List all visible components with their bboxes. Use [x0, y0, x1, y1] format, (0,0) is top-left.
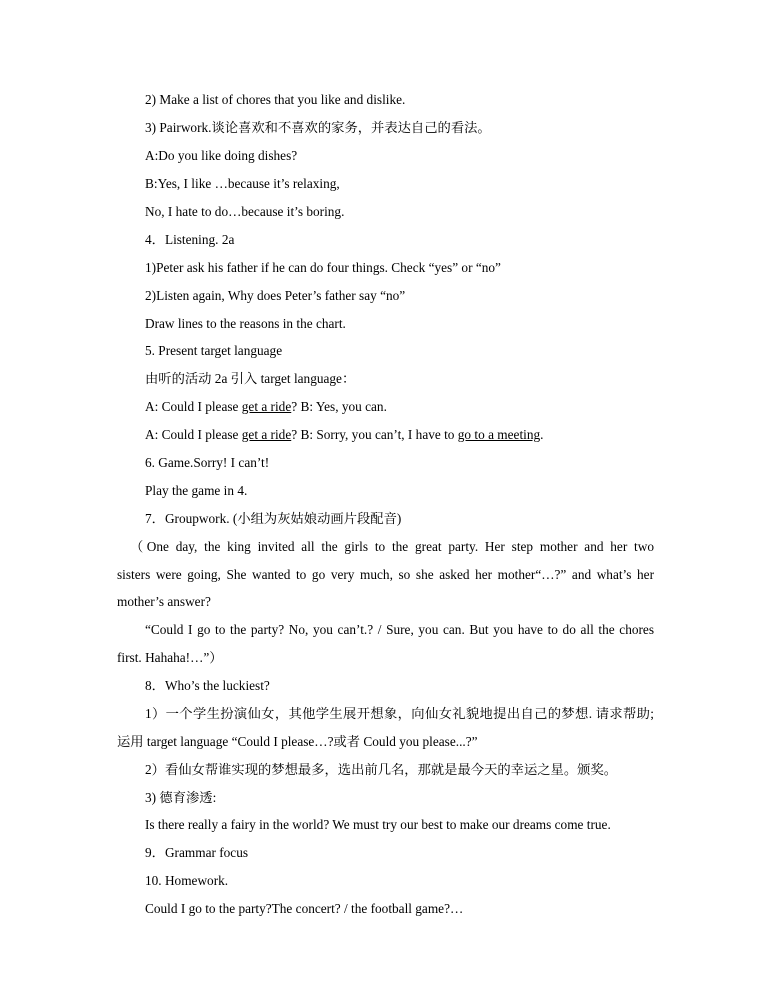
text-line: Is there really a fairy in the world? We must try our best to make our dreams come true.	[145, 817, 611, 832]
section-heading: 9．Grammar focus	[145, 845, 249, 860]
text-line: Draw lines to the reasons in the chart.	[145, 316, 346, 331]
dialogue-line	[145, 398, 387, 416]
underlined-phrase: get a ride	[241, 399, 292, 414]
text-line: 3) 德育渗透:	[145, 790, 217, 805]
text-line: 1)Peter ask his father if he can do four things. Check “yes” or “no”	[145, 260, 501, 275]
text-line: Play the game in 4.	[145, 483, 248, 498]
section-heading: 5. Present target language	[145, 343, 283, 358]
section-heading: 6. Game.Sorry! I can’t!	[145, 455, 270, 470]
underlined-phrase: go to a meeting	[457, 427, 541, 442]
text-line: 2）看仙女帮谁实现的梦想最多，选出前几名，那就是最今天的幸运之星。颁奖。	[145, 762, 618, 777]
text-segment: .	[540, 427, 544, 442]
section-heading: 7．Groupwork. (小组为灰姑娘动画片段配音)	[145, 511, 402, 526]
dialogue-line	[145, 426, 543, 444]
paragraph-line: 1）一个学生扮演仙女，其他学生展开想象，向仙女礼貌地提出自己的梦想. 请求帮助;	[145, 706, 654, 721]
text-line: A:Do you like doing dishes?	[145, 148, 298, 163]
text-segment: A: Could I please	[145, 399, 242, 414]
paragraph-line: sisters were going, She wanted to go very much, so she asked her mother“…?” and what’s her	[117, 567, 654, 582]
text-line: 由听的活动 2a 引入 target language：	[145, 371, 356, 386]
text-segment: ? B: Sorry, you can’t, I have to	[291, 427, 458, 442]
text-line: No, I hate to do…because it’s boring.	[145, 204, 345, 219]
text-line: 2)Listen again, Why does Peter’s father say “no”	[145, 288, 406, 303]
text-segment: ? B: Yes, you can.	[291, 399, 387, 414]
text-line: 3) Pairwork.谈论喜欢和不喜欢的家务，并表达自己的看法。	[145, 120, 491, 135]
section-heading: 10. Homework.	[145, 873, 229, 888]
text-line: 2) Make a list of chores that you like and dislike.	[145, 92, 406, 107]
section-heading: 4．Listening. 2a	[145, 232, 235, 247]
underlined-phrase: get a ride	[241, 427, 292, 442]
paragraph-line: mother’s answer?	[117, 594, 211, 609]
paragraph-line: （One day, the king invited all the girls to the great party. Her step mother and her two	[130, 539, 654, 554]
paragraph-line: 运用 target language “Could I please…?或者 Could you please...?”	[117, 734, 478, 749]
text-line: B:Yes, I like …because it’s relaxing,	[145, 176, 340, 191]
paragraph-line: “Could I go to the party? No, you can’t.? / Sure, you can. But you have to do all the chores	[145, 622, 654, 637]
text-segment: A: Could I please	[145, 427, 242, 442]
text-line: Could I go to the party?The concert? / the football game?…	[145, 901, 464, 916]
paragraph-line: first. Hahaha!…”）	[117, 650, 223, 665]
section-heading: 8．Who’s the luckiest?	[145, 678, 270, 693]
